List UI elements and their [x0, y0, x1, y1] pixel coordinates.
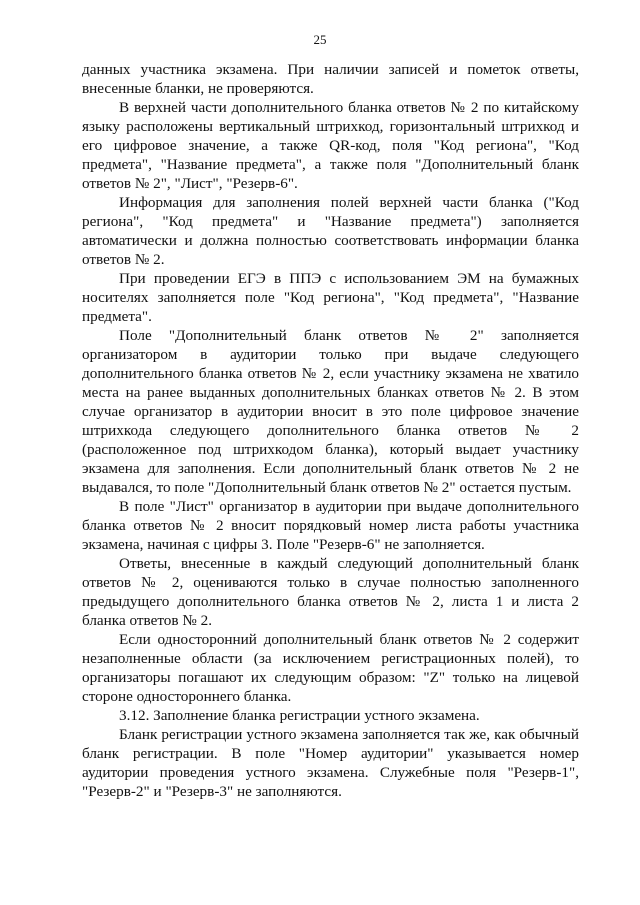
paragraph-empty-areas: Если односторонний дополнительный бланк ответов № 2 содержит незаполненные области (за исключением регистрационных полей), то организаторы погашают их следующим образом: "Z" только на лицевой стороне одностороннего бланка.	[82, 631, 579, 705]
paragraph-oral-exam-registration: Бланк регистрации устного экзамена заполняется так же, как обычный бланк регистрации. В поле "Номер аудитории" указывается номер аудитории проведения устного экзамена. Служебные поля "Резерв-1", "Резерв-2" и "Резерв-3" не заполняются.	[82, 726, 579, 800]
section-heading-3-12: 3.12. Заполнение бланка регистрации устного экзамена.	[119, 707, 480, 724]
paragraph-additional-form-field: Поле "Дополнительный бланк ответов № 2" заполняется организатором в аудитории только при выдаче следующего дополнительного бланка ответов № 2, если участнику экзамена не хватило места на ранее выданных дополнительных бланках ответов № 2. В этом случае организатор в аудитории вносит в это поле цифровое значение штрихкода следующего дополнительного бланка ответов № 2 (расположенное под штрихкодом бланка), который выдает участнику экзамена для заполнения. Если дополнительный бланк ответов № 2 не выдавался, то поле "Дополнительный бланк ответов № 2" остается пустым.	[82, 327, 579, 496]
paragraph-answers-evaluation: Ответы, внесенные в каждый следующий дополнительный бланк ответов № 2, оцениваются только в случае полностью заполненного предыдущего дополнительного бланка ответов № 2, листа 1 и листа 2 бланка ответов № 2.	[82, 555, 579, 629]
document-body	[82, 60, 579, 801]
paragraph-sheet-field: В поле "Лист" организатор в аудитории при выдаче дополнительного бланка ответов № 2 вносит порядковый номер листа работы участника экзамена, начиная с цифры 3. Поле "Резерв-6" не заполняется.	[82, 498, 579, 553]
paragraph-continuation: данных участника экзамена. При наличии записей и пометок ответы, внесенные бланки, не проверяются.	[82, 61, 579, 97]
paragraph-auto-fill-info: Информация для заполнения полей верхней части бланка ("Код региона", "Код предмета" и "Название предмета") заполняется автоматически и должна полностью соответствовать информации бланка ответов № 2.	[82, 194, 579, 268]
paragraph-paper-media: При проведении ЕГЭ в ППЭ с использованием ЭМ на бумажных носителях заполняется поле "Код региона", "Код предмета", "Название предмета".	[82, 270, 579, 325]
page-number: 25	[313, 32, 327, 47]
paragraph-barcode-fields: В верхней части дополнительного бланка ответов № 2 по китайскому языку расположены вертикальный штрихкод, горизонтальный штрихкод и его цифровое значение, а также QR-код, поля "Код региона", "Код предмета", "Название предмета", а также поля "Дополнительный бланк ответов № 2", "Лист", "Резерв-6".	[82, 99, 579, 192]
